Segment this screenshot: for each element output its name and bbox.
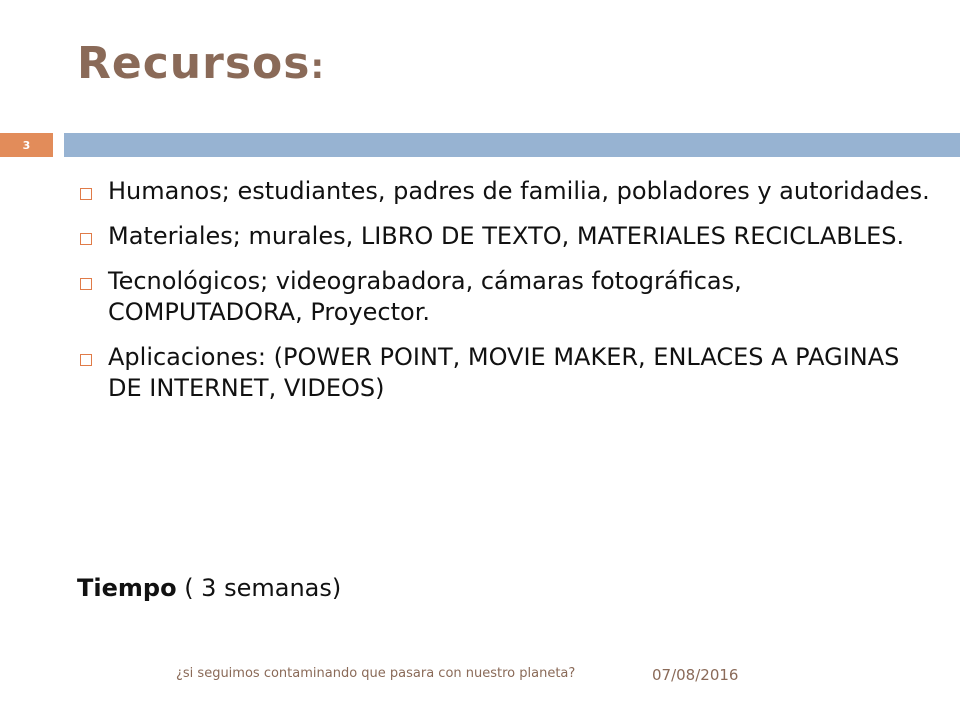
list-item-text: Aplicaciones: (POWER POINT, MOVIE MAKER, ENLACES A PAGINAS DE INTERNET, VIDEOS) xyxy=(108,343,900,402)
slide-title-text: Recursos xyxy=(77,38,311,89)
time-value: ( 3 semanas) xyxy=(176,574,342,602)
slide-title xyxy=(77,38,325,89)
square-bullet-icon xyxy=(80,278,92,290)
list-item xyxy=(78,221,938,252)
list-item xyxy=(78,266,938,328)
list-item-text: Humanos; estudiantes, padres de familia, pobladores y autoridades. xyxy=(108,177,930,205)
list-item-text: Tecnológicos; videograbadora, cámaras fotográficas, COMPUTADORA, Proyector. xyxy=(108,267,742,326)
time-line xyxy=(77,574,341,602)
footer-note: ¿si seguimos contaminando que pasara con nuestro planeta? xyxy=(176,666,576,681)
list-item xyxy=(78,342,938,404)
footer-date: 07/08/2016 xyxy=(652,666,739,684)
slide-title-colon: : xyxy=(310,47,326,87)
square-bullet-icon xyxy=(80,188,92,200)
resource-list xyxy=(78,176,938,418)
list-item-text: Materiales; murales, LIBRO DE TEXTO, MATERIALES RECICLABLES. xyxy=(108,222,905,250)
time-label: Tiempo xyxy=(77,574,177,602)
square-bullet-icon xyxy=(80,354,92,366)
list-item xyxy=(78,176,938,207)
page-number-badge xyxy=(0,133,53,157)
accent-bar xyxy=(64,133,960,157)
page-number: 3 xyxy=(22,138,31,152)
square-bullet-icon xyxy=(80,233,92,245)
